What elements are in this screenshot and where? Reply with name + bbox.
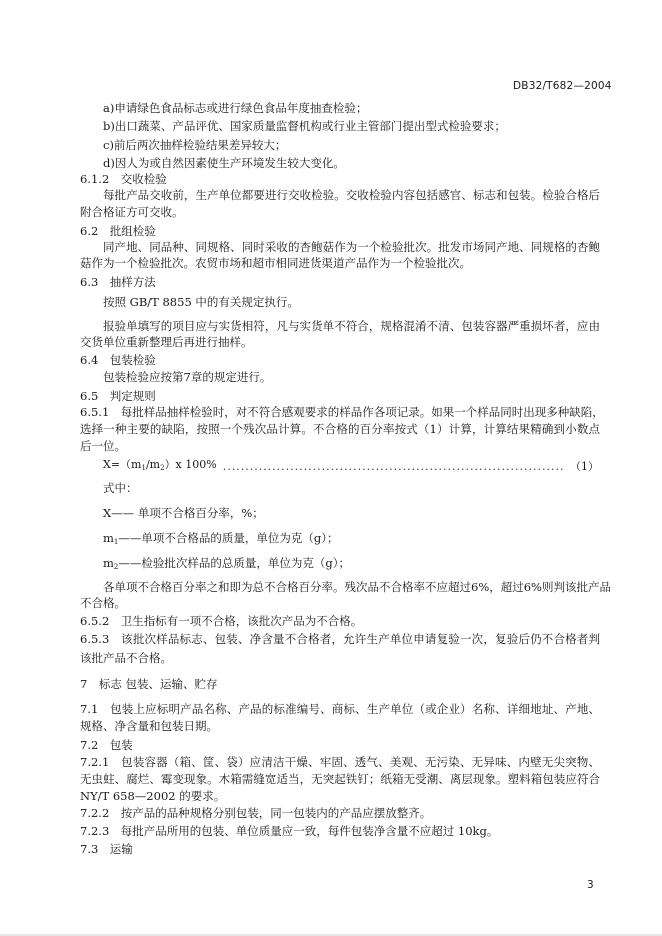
section-6-5-title: 6.5 判定规则 <box>80 389 156 403</box>
list-item-b: b)出口蔬菜、产品评优、国家质量监督机构或行业主管部门提出型式检验要求； <box>103 119 506 133</box>
section-6-3-paragraph: 按照 GB/T 8855 中的有关规定执行。 <box>103 295 299 309</box>
section-7-2-title: 7.2 包装 <box>80 738 133 752</box>
section-7-2-3: 7.2.3 每批产品所用的包装、单位质量应一致，每件包装净含量不应超过 10kg。 <box>80 824 499 838</box>
formula-1 <box>103 458 599 475</box>
section-6-5-2: 6.5.2 卫生指标有一项不合格，该批次产品为不合格。 <box>80 614 363 628</box>
section-7-title: 7 标志 包装、运输、贮存 <box>80 677 218 691</box>
section-7-2-2: 7.2.2 按产品的品种规格分别包装，同一包装内的产品应摆放整齐。 <box>80 806 432 820</box>
section-6-5-1-paragraph-end: 后一位。 <box>80 439 126 453</box>
formula-leader-dots <box>223 460 564 474</box>
document-code: DB32/T682—2004 <box>513 80 612 92</box>
list-item-a: a)申请绿色食品标志或进行绿色食品年度抽查检验； <box>103 101 368 115</box>
section-7-3-title: 7.3 运输 <box>80 842 133 856</box>
section-6-3-paragraph-2: 报验单填写的项目应与实货相符，凡与实货单不符合，规格混淆不清、包装容器严重损坏者，应由 <box>103 319 600 333</box>
section-6-3-paragraph-2-cont: 交货单位重新整理后再进行抽样。 <box>80 335 253 349</box>
list-item-c: c)前后两次抽样检验结果差异较大； <box>103 138 287 152</box>
formula-number: （1） <box>570 459 599 473</box>
section-7-1: 7.1 包装上应标明产品名称、产品的标准编号、商标、生产单位（或企业）名称、详细地址、产地、 <box>80 702 600 716</box>
section-7-2-1-end: NY/T 658—2002 的要求。 <box>80 789 226 803</box>
section-6-4-title: 6.4 包装检验 <box>80 353 156 367</box>
page-number: 3 <box>587 879 594 891</box>
section-6-4-paragraph: 包装检验应按第7章的规定进行。 <box>103 370 272 384</box>
section-7-1-cont: 规格、净含量和包装日期。 <box>80 719 218 733</box>
definition-x: X—— 单项不合格百分率，%； <box>103 506 264 520</box>
section-6-1-2-paragraph-cont: 附合格证方可交收。 <box>80 205 184 219</box>
section-7-2-1: 7.2.1 包装容器（箱、筐、袋）应清洁干燥、牢固、透气、美观、无污染、无异味、内壁无尖突物、 <box>80 755 600 769</box>
section-6-1-2-paragraph: 每批产品交收前，生产单位都要进行交收检验。交收检验内容包括感官、标志和包装。检验合格后 <box>103 188 600 202</box>
section-6-5-3: 6.5.3 该批次样品标志、包装、净含量不合格者，允许生产单位申请复验一次，复验后仍不合格者判 <box>80 632 600 646</box>
definition-m2: $m_2——$检验批次样品的总质量，单位为克（g）； <box>103 556 350 571</box>
section-6-5-1-paragraph: 6.5.1 每批样品抽样检验时，对不符合感观要求的样品作各项记录。如果一个样品同时出现多种缺陷， <box>80 405 604 419</box>
section-6-2-title: 6.2 批组检验 <box>80 224 156 238</box>
section-6-2-paragraph: 同产地、同品种、同规格、同时采收的杏鲍菇作为一个检验批次。批发市场同产地、同规格的杏鲍 <box>103 240 600 254</box>
section-6-3-title: 6.3 抽样方法 <box>80 275 156 289</box>
summary-paragraph-cont: 不合格。 <box>80 596 126 610</box>
definition-m1: $m_1——$单项不合格品的质量，单位为克（g）； <box>103 531 339 546</box>
formula-where-label: 式中： <box>103 481 138 495</box>
section-6-5-3-cont: 该批产品不合格。 <box>80 651 172 665</box>
section-6-2-paragraph-cont: 菇作为一个检验批次。农贸市场和超市相同进货渠道产品作为一个检验批次。 <box>80 256 471 270</box>
section-6-1-2-title: 6.1.2 交收检验 <box>80 172 167 186</box>
summary-paragraph: 各单项不合格百分率之和即为总不合格百分率。残次品不合格率不应超过6%，超过6%则判该批产品 <box>103 580 611 594</box>
section-6-5-1-paragraph-cont: 选择一种主要的缺陷，按照一个残次品计算。不合格的百分率按式（1）计算，计算结果精确到小数点 <box>80 422 600 436</box>
formula-expression: $X=(m_1/m_2)x$ 100% <box>103 458 217 472</box>
list-item-d: d)因人为或自然因素使生产环境发生较大变化。 <box>103 156 345 170</box>
section-7-2-1-cont: 无虫蛀、腐烂、霉变现象。木箱需缝宽适当，无突起铁钉；纸箱无受潮、离层现象。塑料箱包装应符合 <box>80 772 600 786</box>
